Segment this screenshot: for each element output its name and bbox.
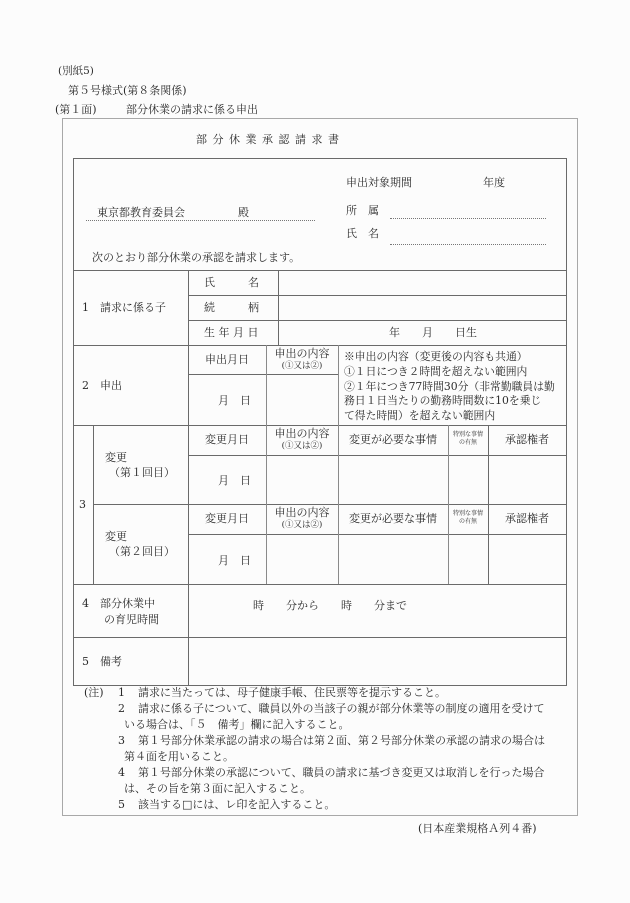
change1-special-header xyxy=(448,431,488,446)
change2-reason-header: 変更が必要な事情 xyxy=(349,512,437,525)
change1-content-field[interactable] xyxy=(267,456,337,503)
row-divider xyxy=(73,345,567,346)
child-name-field[interactable] xyxy=(279,271,566,295)
col-divider xyxy=(93,425,94,584)
note-text: 第４面を用いること。 xyxy=(124,750,234,763)
request-date-field[interactable]: 月 日 xyxy=(218,394,251,407)
request-content-subheader: (①又は②) xyxy=(281,361,323,371)
change2-content-header: 申出の内容 xyxy=(274,506,330,519)
period-label: 申出対象期間 xyxy=(346,176,412,189)
section5-label: 5 備考 xyxy=(82,655,122,668)
note-text: は、その旨を第３面に記入すること。 xyxy=(124,782,311,795)
note-text: 第１号部分休業の承認について、職員の請求に基づき変更又は取消しを行った場合 xyxy=(138,766,545,779)
change1-label: 変更 xyxy=(105,451,127,464)
special-header-line: 特別な事情 xyxy=(452,431,483,438)
change2-approver-header: 承認権者 xyxy=(505,512,549,525)
side-title: 部分休業の請求に係る申出 xyxy=(126,103,258,116)
change1-reason-header: 変更が必要な事情 xyxy=(349,433,437,446)
fiscal-year-label: 年度 xyxy=(483,176,505,189)
birthdate-field[interactable]: 年 月 日生 xyxy=(389,326,477,339)
note-line: ※申出の内容（変更後の内容も共通） xyxy=(344,350,528,363)
section4-label: 4 部分休業中 xyxy=(82,597,155,610)
section4-label-line2: の育児時間 xyxy=(104,613,159,626)
request-date-header: 申出月日 xyxy=(205,353,249,366)
affiliation-label: 所 属 xyxy=(346,204,379,217)
note-number: 4 xyxy=(118,766,125,779)
change2-reason-field[interactable] xyxy=(339,535,447,583)
row-divider xyxy=(93,504,567,505)
side-label: (第１面) xyxy=(55,103,97,116)
note-line: 務日１日当たりの勤務時間数に10を乗じ xyxy=(344,394,542,408)
request-content-note xyxy=(344,350,555,424)
request-statement: 次のとおり部分休業の承認を請求します。 xyxy=(92,251,301,264)
change1-date-field[interactable]: 月 日 xyxy=(218,474,251,487)
note-text: 請求に係る子について、職員以外の当該子の親が部分休業等の制度の適用を受けて xyxy=(138,702,545,715)
birthdate-label: 生 年 月 日 xyxy=(204,326,259,339)
change1-approver-header: 承認権者 xyxy=(505,433,549,446)
change1-content-subheader: (①又は②) xyxy=(281,441,323,451)
attachment-label: (別紙5) xyxy=(58,65,94,77)
change2-content-field[interactable] xyxy=(267,535,337,583)
form-title: 部 分 休 業 承 認 請 求 書 xyxy=(196,133,340,146)
remarks-field[interactable] xyxy=(189,638,565,684)
notes-prefix: (注) xyxy=(84,686,104,699)
special-header-line: 特別な事情 xyxy=(452,510,483,517)
change1-content-header: 申出の内容 xyxy=(274,427,330,440)
affiliation-field[interactable] xyxy=(390,218,546,219)
change2-content-subheader: (①又は②) xyxy=(281,520,323,530)
note-text: 請求に当たっては、母子健康手帳、住民票等を提示すること。 xyxy=(138,686,446,699)
note-text: 該当する□には、レ印を記入すること。 xyxy=(138,798,336,811)
addressee-underline xyxy=(86,220,315,221)
note-number: 3 xyxy=(118,734,125,747)
row-divider xyxy=(73,584,567,585)
change1-reason-field[interactable] xyxy=(339,456,447,503)
note-text: いる場合は、「５ 備考」欄に記入すること。 xyxy=(124,718,350,731)
applicant-name-field[interactable] xyxy=(390,244,546,245)
col-divider xyxy=(188,270,189,686)
note-line: て得た時間）を超えない範囲内 xyxy=(344,409,496,423)
change2-sublabel: （第２回目） xyxy=(109,545,175,558)
relationship-label: 続 柄 xyxy=(204,301,259,314)
request-content-header: 申出の内容 xyxy=(274,347,330,360)
change1-approver-field[interactable] xyxy=(489,456,565,503)
change2-special-field[interactable] xyxy=(449,535,487,583)
change2-date-field[interactable]: 月 日 xyxy=(218,554,251,567)
change2-special-header xyxy=(448,510,488,525)
addressee: 東京都教育委員会 xyxy=(97,206,185,219)
change2-label: 変更 xyxy=(105,530,127,543)
section3-number: 3 xyxy=(79,498,86,511)
special-header-line: の有無 xyxy=(458,438,477,446)
change1-special-field[interactable] xyxy=(449,456,487,503)
section1-label: 1 請求に係る子 xyxy=(82,301,166,314)
special-header-line: の有無 xyxy=(458,517,477,525)
row-divider xyxy=(73,425,567,426)
change1-sublabel: （第１回目） xyxy=(109,466,175,479)
child-name-label: 氏 名 xyxy=(204,276,259,289)
childcare-time-field[interactable]: 時 分から 時 分まで xyxy=(253,599,407,612)
note-line: ②１年につき77時間30分（非常勤職員は勤 xyxy=(344,379,555,393)
note-number: 2 xyxy=(118,702,125,715)
relationship-field[interactable] xyxy=(279,296,566,320)
applicant-name-label: 氏 名 xyxy=(346,227,379,240)
change1-date-header: 変更月日 xyxy=(205,433,249,446)
note-number: 5 xyxy=(118,798,125,811)
section2-label: 2 申出 xyxy=(82,379,122,392)
change2-approver-field[interactable] xyxy=(489,535,565,583)
note-line: ①１日につき２時間を超えない範囲内 xyxy=(344,364,528,378)
honorific: 殿 xyxy=(238,206,249,219)
note-text: 第１号部分休業承認の請求の場合は第２面、第２号部分休業の承認の請求の場合は xyxy=(138,734,545,747)
form-number: 第５号様式(第８条関係) xyxy=(68,84,187,97)
note-number: 1 xyxy=(118,686,125,699)
request-content-field[interactable] xyxy=(267,375,337,424)
paper-size-note: (日本産業規格Ａ列４番) xyxy=(418,822,537,835)
row-divider xyxy=(188,320,567,321)
change2-date-header: 変更月日 xyxy=(205,512,249,525)
